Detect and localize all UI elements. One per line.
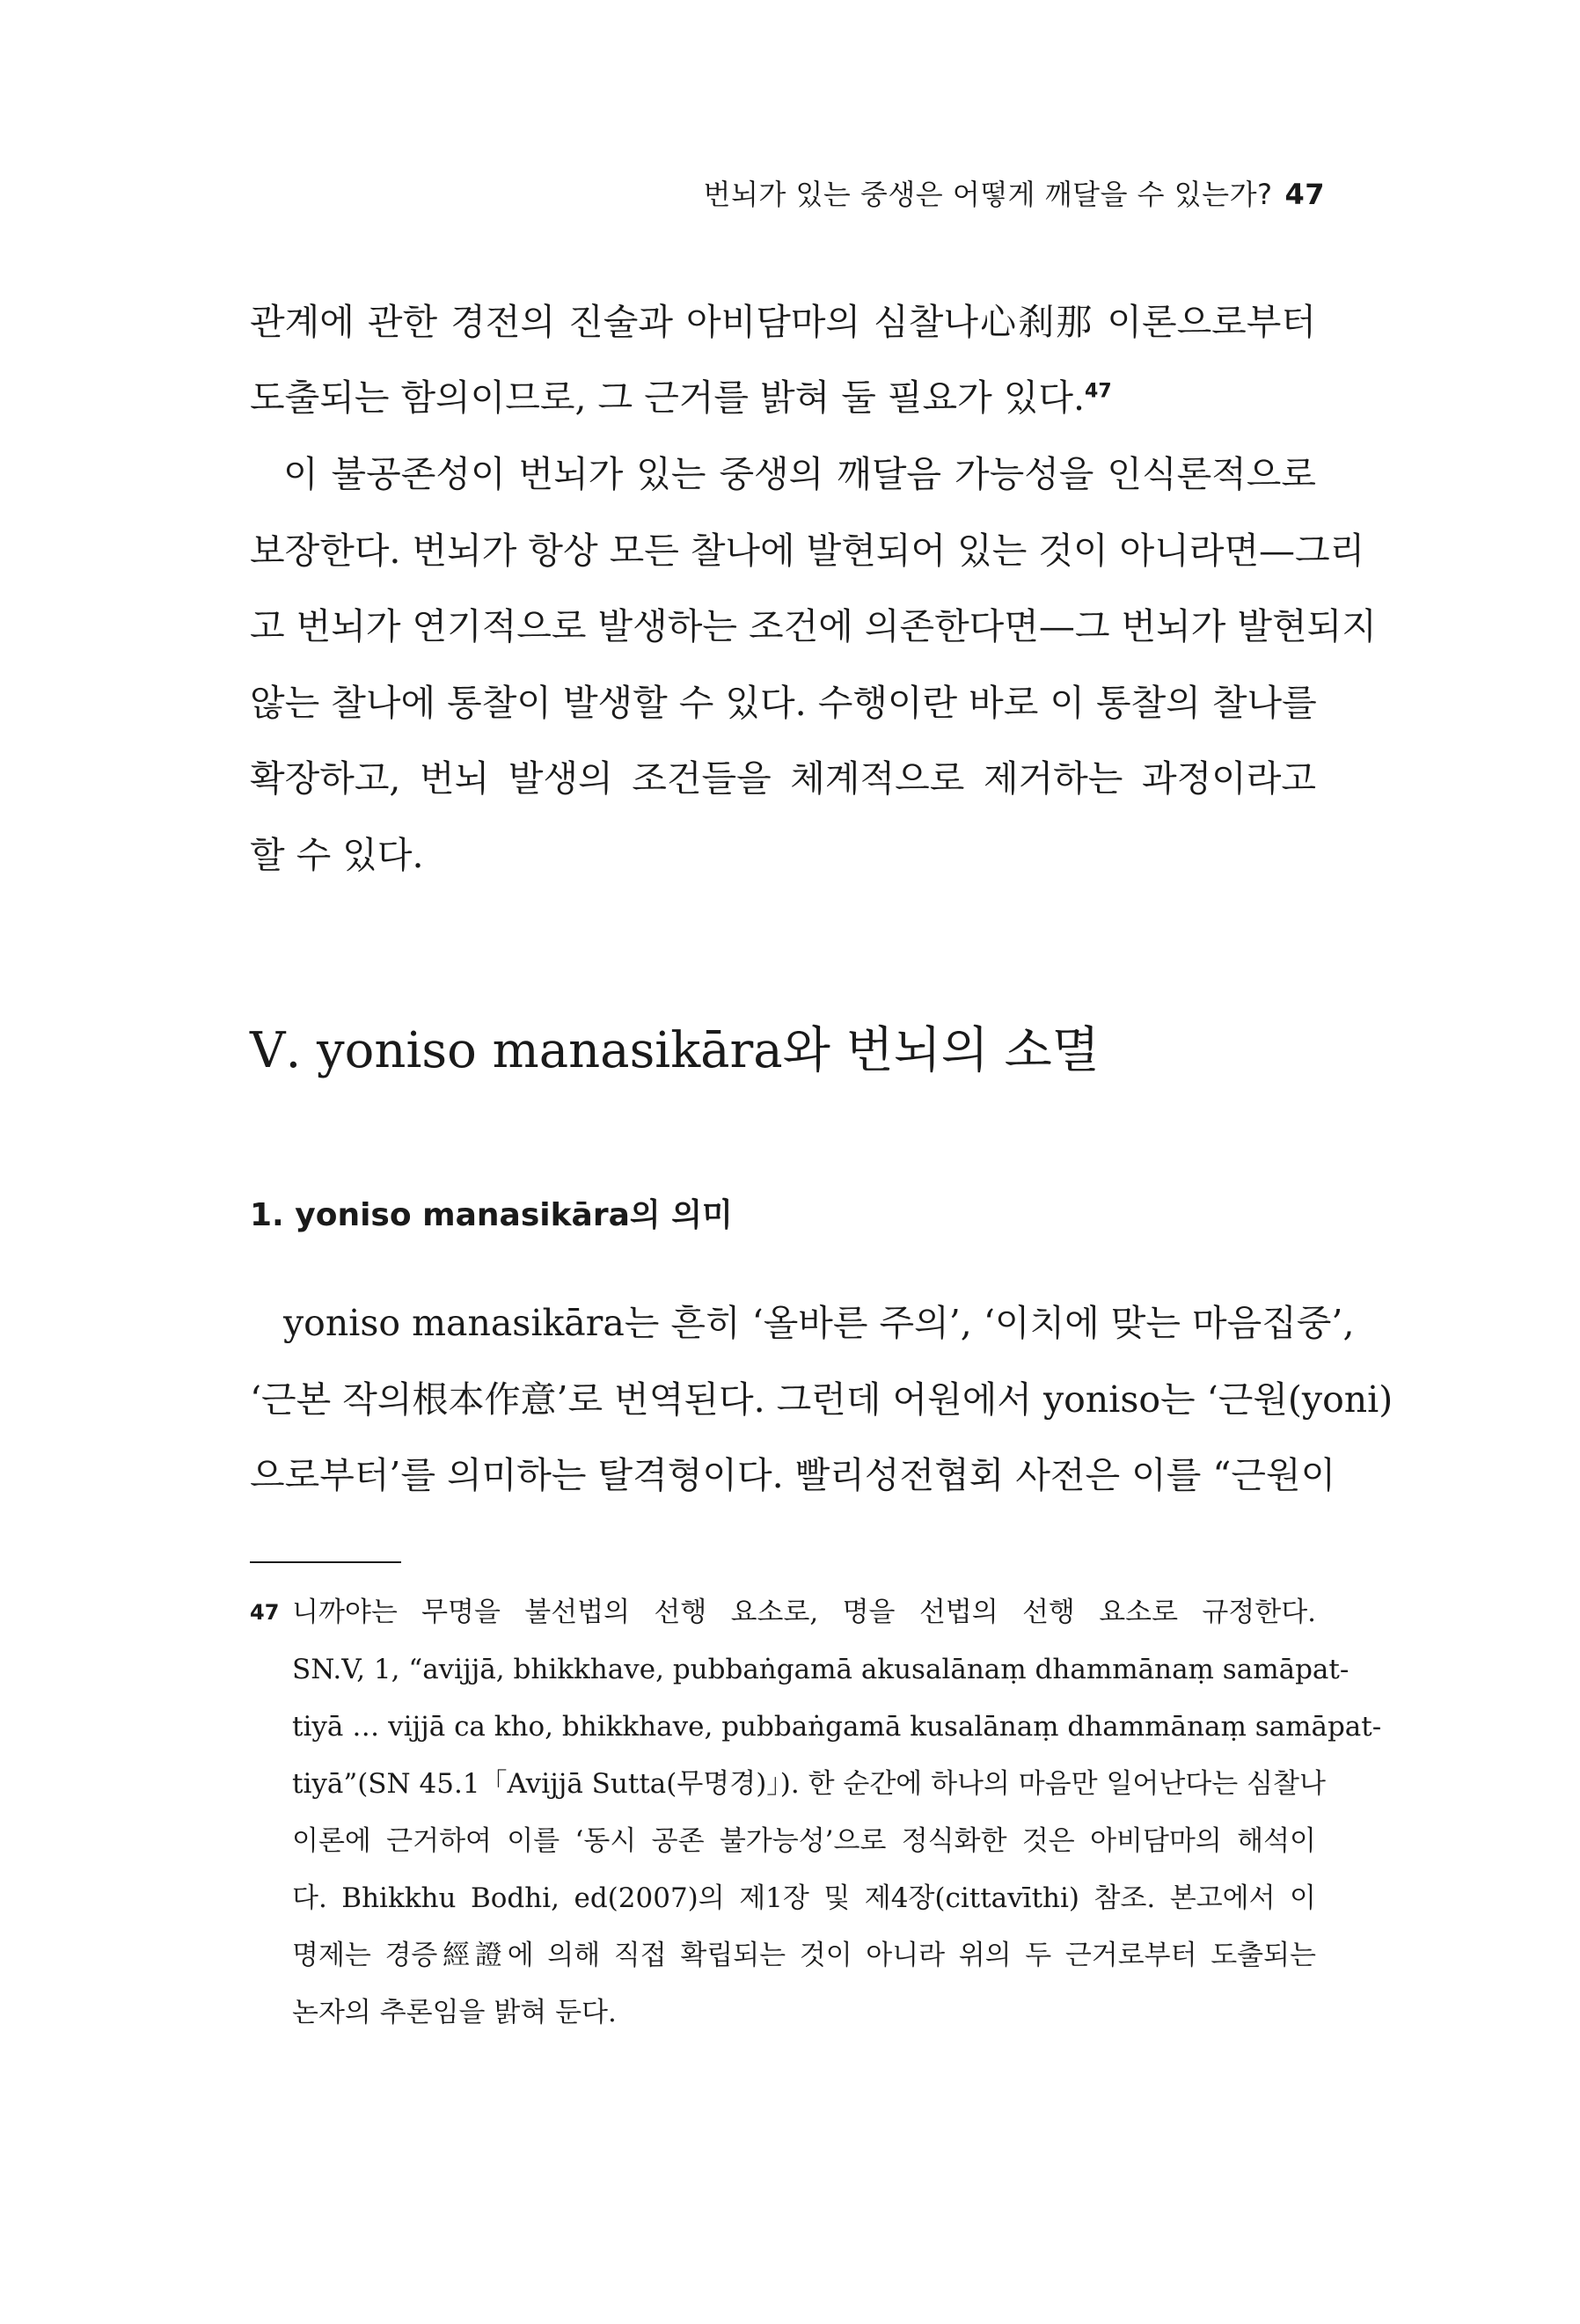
paragraph-2-line-6: 할 수 있다. [250,834,424,876]
page-number: 47 [1284,178,1325,211]
paragraph-1-line-1: 관계에 관한 경전의 진술과 아비담마의 심찰나心刹那 이론으로부터 [250,301,1316,343]
body-line [250,1298,1355,1348]
footnote-line: 명제는 경증經證에 의해 직접 확립되는 것이 아니라 위의 두 근거로부터 도출되는 [292,1940,1316,1971]
body-line [250,297,1316,347]
running-head-title: 번뇌가 있는 중생은 어떻게 깨달을 수 있는가? [703,178,1273,211]
footnote-rule [250,1561,401,1563]
body-line [250,526,1365,575]
footnote-line: 이론에 근거하여 이를 ‘동시 공존 불가능성’으로 정식화한 것은 아비담마의 해석이 [292,1825,1316,1857]
paragraph-2-line-1: 이 불공존성이 번뇌가 있는 중생의 깨달음 가능성을 인식론적으로 [283,453,1316,495]
subsection-title: 1. yoniso manasikāra의 의미 [250,1197,733,1233]
body-line [250,373,1316,422]
paragraph-3-line-3: 으로부터’를 의미하는 탈격형이다. 빨리성전협회 사전은 이를 “근원이 [250,1454,1336,1496]
body-line [250,830,1316,880]
footnote-reference[interactable]: 47 [1085,380,1112,403]
footnote-line: 니까야는 무명을 불선법의 선행 요소로, 명을 선법의 선행 요소로 규정한다. [292,1597,1316,1628]
paragraph-3-line-2: ‘근본 작의根本作意’로 번역된다. 그런데 어원에서 yoniso는 ‘근원(yoni) [250,1378,1393,1421]
running-head [704,172,1325,213]
paragraph-2-line-2: 보장한다. 번뇌가 항상 모든 찰나에 발현되어 있는 것이 아니라면—그리 [250,530,1365,572]
body-line [250,1375,1393,1424]
body-line [250,602,1377,651]
footnote-number: 47 [250,1600,280,1625]
body-line [250,754,1316,803]
body-line [250,449,1316,499]
paragraph-2-line-5: 확장하고, 번뇌 발생의 조건들을 체계적으로 제거하는 과정이라고 [250,757,1316,800]
footnote-line: 다. Bhikkhu Bodhi, ed(2007)의 제1장 및 제4장(cittavīthi) 참조. 본고에서 이 [292,1882,1316,1914]
paragraph-3-line-1: yoniso manasikāra는 흔히 ‘올바른 주의’, ‘이치에 맞는 마음집중’, [283,1302,1355,1344]
footnote-line: SN.V, 1, “avijjā, bhikkhave, pubbaṅgamā akusalānaṃ dhammānaṃ samāpat- [292,1654,1350,1685]
paragraph-2-line-4: 않는 찰나에 통찰이 발생할 수 있다. 수행이란 바로 이 통찰의 찰나를 [250,682,1317,724]
footnote-line: tiyā … vijjā ca kho, bhikkhave, pubbaṅgamā kusalānaṃ dhammānaṃ samāpat- [292,1711,1382,1743]
body-line [250,678,1316,727]
paragraph-1-line-2: 도출되는 함의이므로, 그 근거를 밝혀 둘 필요가 있다. [250,376,1086,419]
footnote-line: tiyā”(SN 45.1「Avijjā Sutta(무명경)」). 한 순간에 하나의 마음만 일어난다는 심찰나 [292,1768,1326,1800]
paragraph-2-line-3: 고 번뇌가 연기적으로 발생하는 조건에 의존한다면—그 번뇌가 발현되지 [250,605,1377,647]
section-title: Ⅴ. yoniso manasikāra와 번뇌의 소멸 [250,1022,1100,1079]
footnote-line: 논자의 추론임을 밝혀 둔다. [292,1997,617,2028]
body-line [250,1451,1336,1500]
